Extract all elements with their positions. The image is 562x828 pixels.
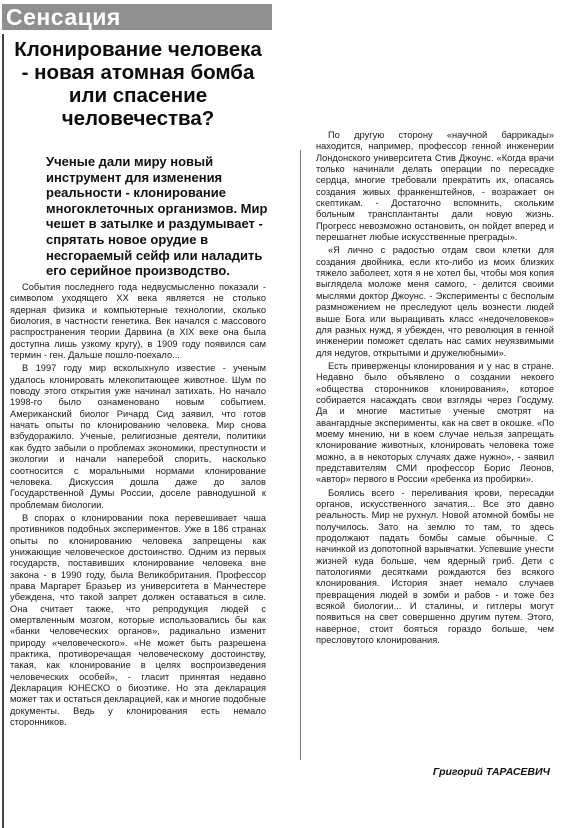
lead-paragraph: Ученые дали миру новый инструмент для изменения реальности - клонирование многоклеточных организмов. Мир чешет в затылке и раздумывает - спрятать новое орудие в несгораемый сейф или наладить его серийное производство. — [46, 154, 268, 279]
author-signature: Григорий ТАРАСЕВИЧ — [432, 766, 550, 778]
rubric-bar — [2, 4, 272, 30]
right-column — [316, 130, 554, 750]
headline: Клонирование человека - новая атомная бомба или спасение человечества? — [14, 38, 262, 130]
paragraph: По другую сторону «научной баррикады» находится, например, профессор генной инженерии Лондонского университета Стив Джоунс. «Когда врачи только начинали делать операции по пересадке сердца, многие требовали прекратить их, опасаясь создания живых франкенштейнов, - возражает он скептикам. - Достаточно вспомнить, скольким больным трансплантанты дали новую жизнь. Прогресс невозможно остановить, он пойдет вперед и перешагнет любые искусственные преграды». — [316, 130, 554, 243]
paragraph: В спорах о клонировании пока перевешивает чаша противников подобных экспериментов. Уже в 186 странах опыты по клонированию человека запрещены как унижающие человеческое достоинство. Одним из первых государств, поставивших клонирование человека вне закона - в 1990 году, была Великобритания. Профессор права Маргарет Бразьер из университета в Манчестере убеждена, что такой запрет должен оставаться в силе. Она считает также, что репродукция людей с омертвленным мозгом, которые использовались бы как «банки человеческих органов», радикально изменит природу «человеческого». «Не может быть разрешена практика, противоречащая человеческому достоинству, такая, как клонирование в целях воспроизведения человеческих особей», - гласит принятая недавно Декларация ЮНЕСКО о биоэтике. Но эта декларация может так и остаться декларацией, как и многие подобные документы. Ведь у клонирования есть немало сторонников. — [10, 512, 266, 728]
rubric-label: Сенсация — [6, 4, 121, 30]
left-column — [10, 282, 266, 828]
paragraph: Есть приверженцы клонирования и у нас в стране. Недавно было объявлено о создании некоего «общества сторонников клонирования», которое собирается насаждать свои взгляды через Госдуму. Да и многие маститые ученые смотрят на авангардные эксперименты, как на свет в окошке. «По моему мнению, ни в коем случае нельзя запрещать клонирование животных, клонировать человека тоже можно, а в некоторых случаях даже нужно», - заявил представителям СМИ профессор Борис Леонов, «автор» первого в России «ребенка из пробирки». — [316, 360, 554, 485]
paragraph: В 1997 году мир всколыхнуло известие - ученым удалось клонировать млекопитающее животное. Шум по поводу этого открытия уже начинал затихать. Но начало 1998-го было ознаменовано новым событием. Американский биолог Ричард Сид заявил, что готов начать опыты по клонированию человека. Мир снова взбудоражило. Ученые, религиозные деятели, политики как будто забыли о проблемах экономики, преступности и экологии и начали наперебой спорить, насколько соотносится с моральными нормами клонирование человека. Дискуссия дошла даже до залов Государственной Думы России, доселе равнодушной к проблемам биологии. — [10, 363, 266, 510]
left-border-rule — [2, 34, 4, 828]
paragraph: «Я лично с радостью отдам свои клетки для создания двойника, если кто-либо из моих близких тяжело заболеет, хотя я не хотел бы, чтобы моя копия выглядела моложе меня самого, - делится своими мыслями доктор Джоунс. - Эксперименты с бесполым размножением не преследуют цель вознести людей выше Бога или выращивать класс «недочеловеков» для разных нужд, я убежден, что революция в генной инженерии поможет сделать нас самих неуязвимыми для недугов, открытыми и дружелюбными». — [316, 245, 554, 358]
paragraph: События последнего года недвусмысленно показали - символом уходящего XX века является не столько ядерная физика и компьютерные технологии, сколько биология, в частности генетика. Век начался с массового распространения теории Дарвина (в XIX веке она была доступна лишь узкому кругу), в 1909 году появился сам термин - ген. Дальше пошло-поехало... — [10, 282, 266, 361]
column-divider — [300, 150, 301, 760]
paragraph: Боялись всего - переливания крови, пересадки органов, искусственного зачатия... Все это давно реальность. Мир не рухнул. Новой атомной бомбы не получилось. Зато на землю то там, то здесь продолжают падать бомбы самые обычные. С начинкой из допотопной взрывчатки. Успевшие унести жизней куда больше, чем ядерный гриб. Дети с патологиями десятками рождаются без всякого клонирования. История знает немало случаев превращения людей в зомби и рабов - и тоже без всякой биологии... И сталины, и гитлеры могут появиться на свет совершенно другим путем. Этого, наверное, стоит бояться гораздо больше, чем пресловутого клонирования. — [316, 487, 554, 646]
